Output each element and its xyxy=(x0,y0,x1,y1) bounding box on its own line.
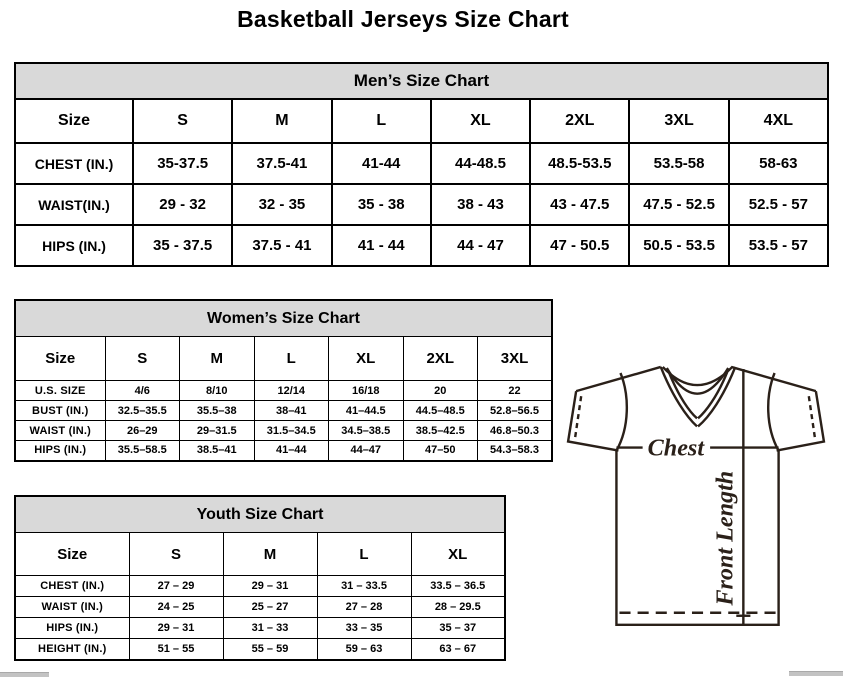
row-label-chest: CHEST (IN.) xyxy=(15,143,133,184)
table-row xyxy=(15,639,505,660)
table-cell: 41–44.5 xyxy=(329,401,404,421)
table-cell: 47–50 xyxy=(403,441,478,461)
table-cell: 16/18 xyxy=(329,381,404,401)
row-label-height: HEIGHT (IN.) xyxy=(15,639,129,660)
table-cell: 41–44 xyxy=(254,441,329,461)
table-cell: 63 – 67 xyxy=(411,639,505,660)
table-cell: 31 – 33.5 xyxy=(317,576,411,597)
mens-col-header-size: Size xyxy=(15,99,133,143)
table-cell: 29–31.5 xyxy=(180,421,255,441)
table-cell: 33 – 35 xyxy=(317,618,411,639)
table-cell: 59 – 63 xyxy=(317,639,411,660)
table-cell: 48.5-53.5 xyxy=(530,143,629,184)
youth-col-header-size: Size xyxy=(15,533,129,576)
table-cell: 26–29 xyxy=(105,421,180,441)
mens-chart-title: Men’s Size Chart xyxy=(15,63,828,99)
table-cell: 52.8–56.5 xyxy=(478,401,553,421)
youth-col-header-m: M xyxy=(223,533,317,576)
table-cell: 31 – 33 xyxy=(223,618,317,639)
table-row xyxy=(15,618,505,639)
table-row xyxy=(15,576,505,597)
table-cell: 38–41 xyxy=(254,401,329,421)
horizontal-scrollbar-right[interactable] xyxy=(789,671,843,676)
table-cell: 34.5–38.5 xyxy=(329,421,404,441)
mens-size-chart-table xyxy=(14,62,829,267)
table-cell: 33.5 – 36.5 xyxy=(411,576,505,597)
table-cell: 29 – 31 xyxy=(129,618,223,639)
table-cell: 24 – 25 xyxy=(129,597,223,618)
row-label-hips: HIPS (IN.) xyxy=(15,441,105,461)
mens-col-header-l: L xyxy=(332,99,431,143)
youth-col-header-l: L xyxy=(317,533,411,576)
table-cell: 32 - 35 xyxy=(232,184,331,225)
table-cell: 29 – 31 xyxy=(223,576,317,597)
table-cell: 44 - 47 xyxy=(431,225,530,266)
youth-col-header-s: S xyxy=(129,533,223,576)
table-cell: 35-37.5 xyxy=(133,143,232,184)
womens-col-header-l: L xyxy=(254,337,329,381)
row-label-hips: HIPS (IN.) xyxy=(15,618,129,639)
table-row xyxy=(15,421,552,441)
youth-col-header-xl: XL xyxy=(411,533,505,576)
front-length-label: Front Length xyxy=(711,470,739,606)
row-label-chest: CHEST (IN.) xyxy=(15,576,129,597)
youth-chart-title: Youth Size Chart xyxy=(15,496,505,533)
right-cuff-stitch-line xyxy=(809,396,815,437)
table-cell: 35 - 38 xyxy=(332,184,431,225)
table-cell: 32.5–35.5 xyxy=(105,401,180,421)
table-cell: 47.5 - 52.5 xyxy=(629,184,728,225)
jersey-measurement-diagram xyxy=(556,356,834,666)
table-cell: 54.3–58.3 xyxy=(478,441,553,461)
chest-label: Chest xyxy=(647,434,705,462)
table-cell: 35.5–38 xyxy=(180,401,255,421)
youth-size-chart-table xyxy=(14,495,506,661)
mens-col-header-4xl: 4XL xyxy=(729,99,828,143)
table-cell: 50.5 - 53.5 xyxy=(629,225,728,266)
table-row xyxy=(15,441,552,461)
mens-col-header-3xl: 3XL xyxy=(629,99,728,143)
table-cell: 53.5 - 57 xyxy=(729,225,828,266)
row-label-waist: WAIST (IN.) xyxy=(15,597,129,618)
table-cell: 52.5 - 57 xyxy=(729,184,828,225)
table-cell: 28 – 29.5 xyxy=(411,597,505,618)
table-row xyxy=(15,225,828,266)
left-cuff-stitch-line xyxy=(575,396,581,437)
table-cell: 25 – 27 xyxy=(223,597,317,618)
table-cell: 20 xyxy=(403,381,478,401)
womens-col-header-3xl: 3XL xyxy=(478,337,553,381)
table-cell: 29 - 32 xyxy=(133,184,232,225)
table-cell: 46.8–50.3 xyxy=(478,421,553,441)
table-cell: 41 - 44 xyxy=(332,225,431,266)
mens-col-header-xl: XL xyxy=(431,99,530,143)
table-cell: 44–47 xyxy=(329,441,404,461)
table-cell: 12/14 xyxy=(254,381,329,401)
table-cell: 38 - 43 xyxy=(431,184,530,225)
table-cell: 27 – 29 xyxy=(129,576,223,597)
womens-col-header-size: Size xyxy=(15,337,105,381)
row-label-waist: WAIST(IN.) xyxy=(15,184,133,225)
horizontal-scrollbar-left[interactable] xyxy=(0,672,49,677)
table-row xyxy=(15,143,828,184)
table-cell: 4/6 xyxy=(105,381,180,401)
row-label-bust: BUST (IN.) xyxy=(15,401,105,421)
table-cell: 22 xyxy=(478,381,553,401)
mens-col-header-s: S xyxy=(133,99,232,143)
page-title: Basketball Jerseys Size Chart xyxy=(237,6,569,32)
table-cell: 44-48.5 xyxy=(431,143,530,184)
womens-col-header-m: M xyxy=(180,337,255,381)
mens-col-header-m: M xyxy=(232,99,331,143)
jersey-outline xyxy=(568,367,824,625)
table-cell: 35.5–58.5 xyxy=(105,441,180,461)
womens-size-chart-table xyxy=(14,299,553,462)
table-cell: 8/10 xyxy=(180,381,255,401)
table-cell: 38.5–41 xyxy=(180,441,255,461)
womens-col-header-xl: XL xyxy=(329,337,404,381)
table-cell: 35 – 37 xyxy=(411,618,505,639)
row-label-waist: WAIST (IN.) xyxy=(15,421,105,441)
womens-col-header-2xl: 2XL xyxy=(403,337,478,381)
table-cell: 53.5-58 xyxy=(629,143,728,184)
table-cell: 31.5–34.5 xyxy=(254,421,329,441)
table-cell: 38.5–42.5 xyxy=(403,421,478,441)
table-cell: 47 - 50.5 xyxy=(530,225,629,266)
table-cell: 43 - 47.5 xyxy=(530,184,629,225)
womens-col-header-s: S xyxy=(105,337,180,381)
table-cell: 35 - 37.5 xyxy=(133,225,232,266)
table-cell: 58-63 xyxy=(729,143,828,184)
womens-chart-title: Women’s Size Chart xyxy=(15,300,552,337)
table-cell: 55 – 59 xyxy=(223,639,317,660)
table-row xyxy=(15,381,552,401)
table-cell: 37.5 - 41 xyxy=(232,225,331,266)
mens-col-header-2xl: 2XL xyxy=(530,99,629,143)
table-cell: 51 – 55 xyxy=(129,639,223,660)
table-cell: 27 – 28 xyxy=(317,597,411,618)
table-row xyxy=(15,401,552,421)
table-row xyxy=(15,597,505,618)
table-row xyxy=(15,184,828,225)
table-cell: 41-44 xyxy=(332,143,431,184)
table-cell: 44.5–48.5 xyxy=(403,401,478,421)
table-cell: 37.5-41 xyxy=(232,143,331,184)
row-label-hips: HIPS (IN.) xyxy=(15,225,133,266)
row-label-us-size: U.S. SIZE xyxy=(15,381,105,401)
